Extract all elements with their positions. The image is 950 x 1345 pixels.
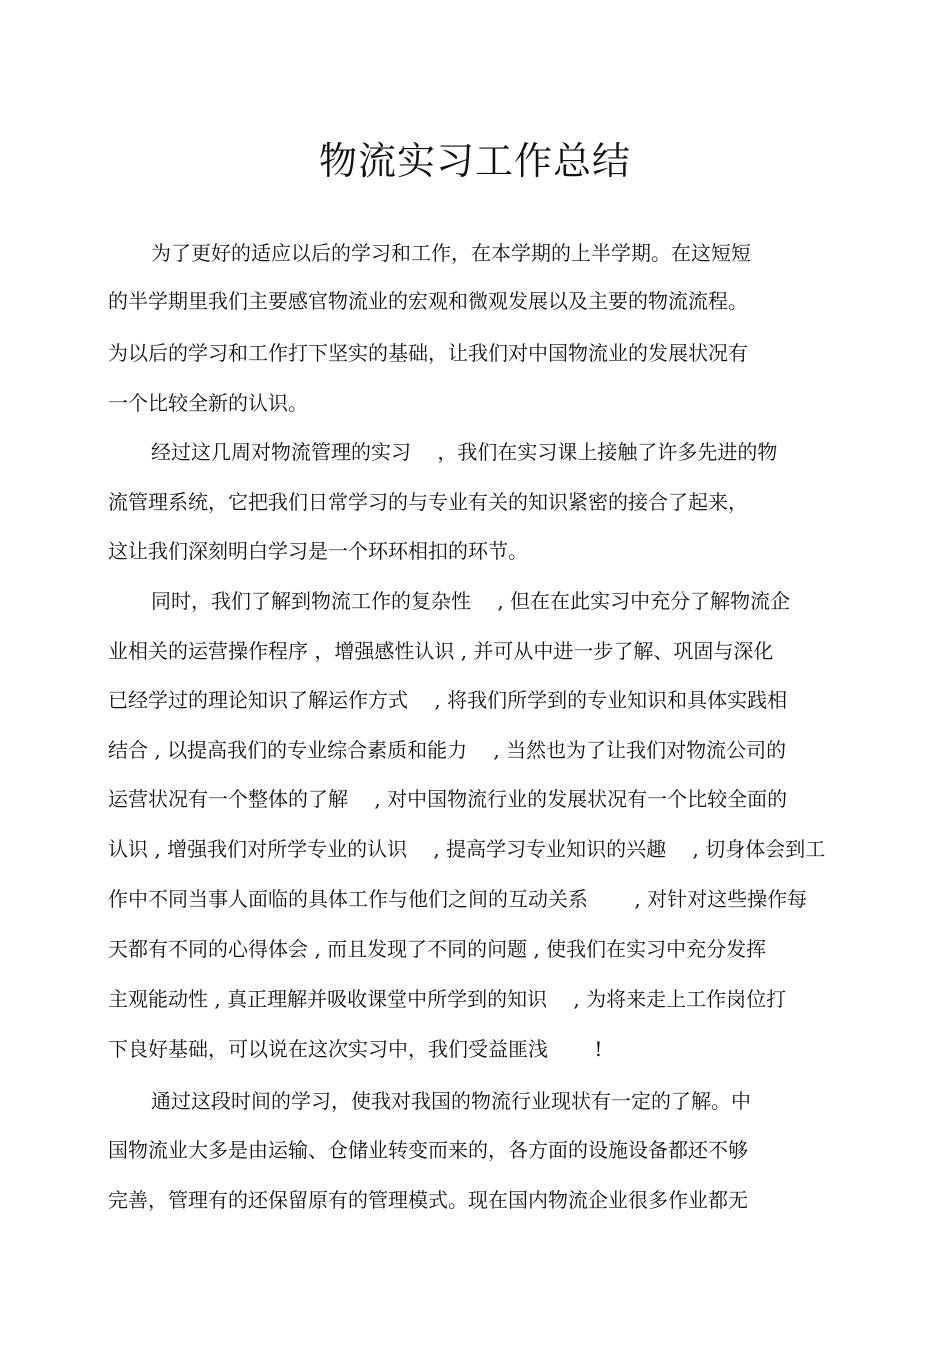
paragraph-1-line-3: 为以后的学习和工作打下坚实的基础，让我们对中国物流业的发展状况有	[108, 341, 748, 365]
paragraph-4-line-2: 国物流业大多是由运输、仓储业转变而来的，各方面的设施设备都还不够	[108, 1138, 748, 1162]
paragraph-3-line-9: 主观能动性 , 真正理解并吸收课堂中所学到的知识 , 为将来走上工作岗位打	[108, 987, 787, 1011]
paragraph-3-line-8: 天都有不同的心得体会 , 而且发现了不同的问题 , 使我们在实习中充分发挥	[108, 937, 767, 961]
paragraph-3-line-7: 作中不同当事人面临的具体工作与他们之间的互动关系 , 对针对这些操作每	[108, 887, 808, 911]
paragraph-3-line-6: 认识 , 增强我们对所学专业的认识 , 提高学习专业知识的兴趣 , 切身体会到工	[108, 837, 826, 861]
paragraph-1-line-4: 一个比较全新的认识。	[108, 391, 308, 415]
paragraph-3-line-1: 同时，我们了解到物流工作的复杂性 , 但在在此实习中充分了解物流企	[151, 589, 791, 613]
paragraph-3-line-5: 运营状况有一个整体的了解 , 对中国物流行业的发展状况有一个比较全面的	[108, 787, 788, 811]
paragraph-2-line-1: 经过这几周对物流管理的实习 ，我们在实习课上接触了许多先进的物	[151, 440, 778, 464]
paragraph-2-line-3: 这让我们深刻明白学习是一个环环相扣的环节。	[108, 539, 528, 563]
paragraph-3-line-3: 已经学过的理论知识了解运作方式 , 将我们所学到的专业知识和具体实践相	[108, 688, 788, 712]
paragraph-4-line-3: 完善，管理有的还保留原有的管理模式。现在国内物流企业很多作业都无	[108, 1188, 748, 1212]
document-title: 物流实习工作总结	[318, 139, 631, 183]
paragraph-2-line-2: 流管理系统，它把我们日常学习的与专业有关的知识紧密的接合了起来，	[108, 490, 748, 514]
paragraph-3-line-10: 下良好基础，可以说在这次实习中，我们受益匪浅 !	[108, 1037, 603, 1061]
paragraph-4-line-1: 通过这段时间的学习，使我对我国的物流行业现状有一定的了解。中	[151, 1089, 751, 1113]
paragraph-3-line-4: 结合 , 以提高我们的专业综合素质和能力 , 当然也为了让我们对物流公司的	[108, 738, 787, 762]
paragraph-1-line-1: 为了更好的适应以后的学习和工作，在本学期的上半学期。在这短短	[151, 241, 751, 265]
paragraph-1-line-2: 的半学期里我们主要感官物流业的宏观和微观发展以及主要的物流流程。	[108, 289, 748, 313]
paragraph-3-line-2: 业相关的运营操作程序 ，增强感性认识 , 并可从中进一步了解、巩固与深化	[108, 639, 774, 663]
